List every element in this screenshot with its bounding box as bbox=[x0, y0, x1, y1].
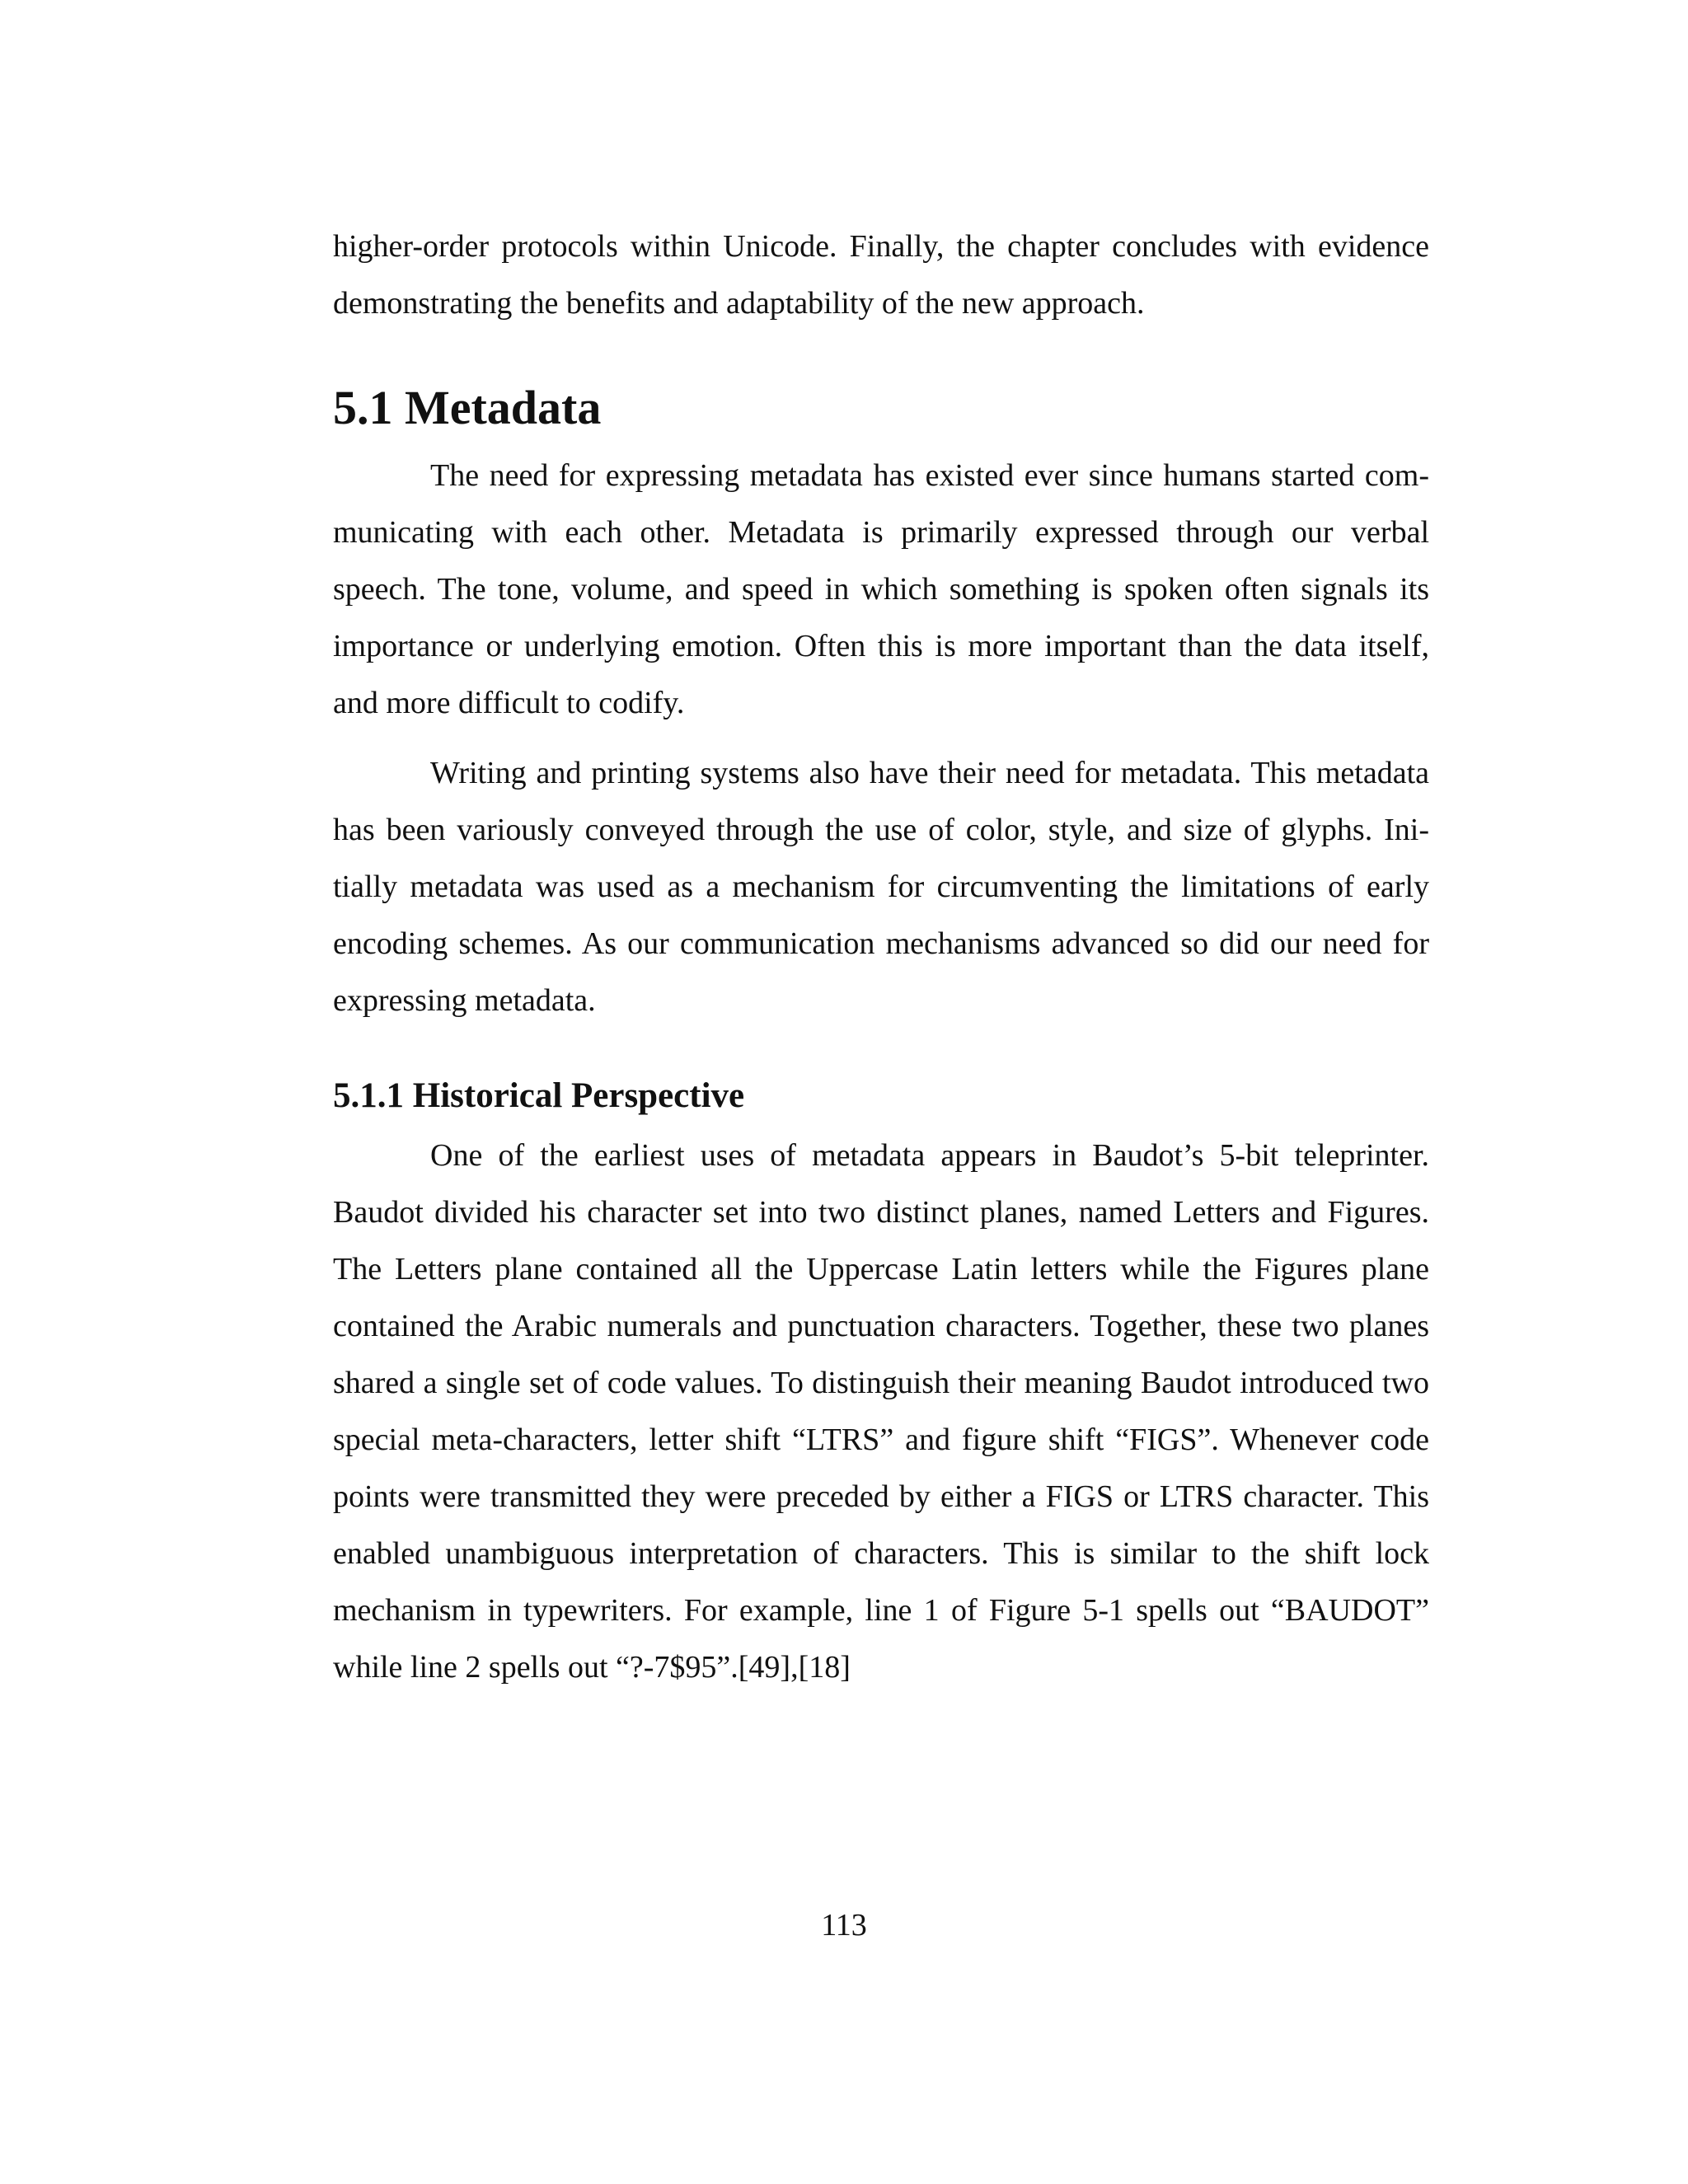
intro-paragraph: higher-order protocols within Unicode. Finally, the chapter concludes with evidence demonstrating the benefits and adaptability of the new approach. bbox=[333, 229, 1429, 321]
section-paragraph-2: Writing and printing systems also have their need for metadata. This metadata has been variously conveyed through the use of color, style, and size of glyphs. Initially metadata was used as a mechanism for circumventing the limitations of early encoding schemes. As our communication mechanisms advanced so did our need for expressing metadata. bbox=[333, 756, 1429, 1018]
section-paragraph-1: The need for expressing metadata has existed ever since humans started communicating with each other. Metadata is primarily expressed through our verbal speech. The tone, volume, and speed in which something is spoken often signals its importance or underlying emotion. Often this is more important than the data itself, and more difficult to codify. bbox=[333, 458, 1429, 720]
section-heading: 5.1 Metadata bbox=[333, 381, 602, 434]
subsection-paragraph-1: One of the earliest uses of metadata appears in Baudot’s 5-bit teleprinter. Baudot divided his character set into two distinct planes, named Letters and Figures. The Letters plane contained all the Uppercase Latin letters while the Figures plane contained the Arabic numerals and punctuation characters. Together, these two planes shared a single set of code values. To distinguish their meaning Baudot introduced two special meta-characters, letter shift “LTRS” and figure shift “FIGS”. Whenever code points were transmitted they were preceded by either a FIGS or LTRS character. This enabled unambiguous interpretation of characters. This is similar to the shift lock mechanism in typewriters. For example, line 1 of Figure 5-1 spells out “BAUDOT” while line 2 spells out “?-7$95”.[49],[18] bbox=[333, 1138, 1429, 1685]
subsection-heading: 5.1.1 Historical Perspective bbox=[333, 1076, 745, 1115]
page-number: 113 bbox=[821, 1908, 867, 1943]
